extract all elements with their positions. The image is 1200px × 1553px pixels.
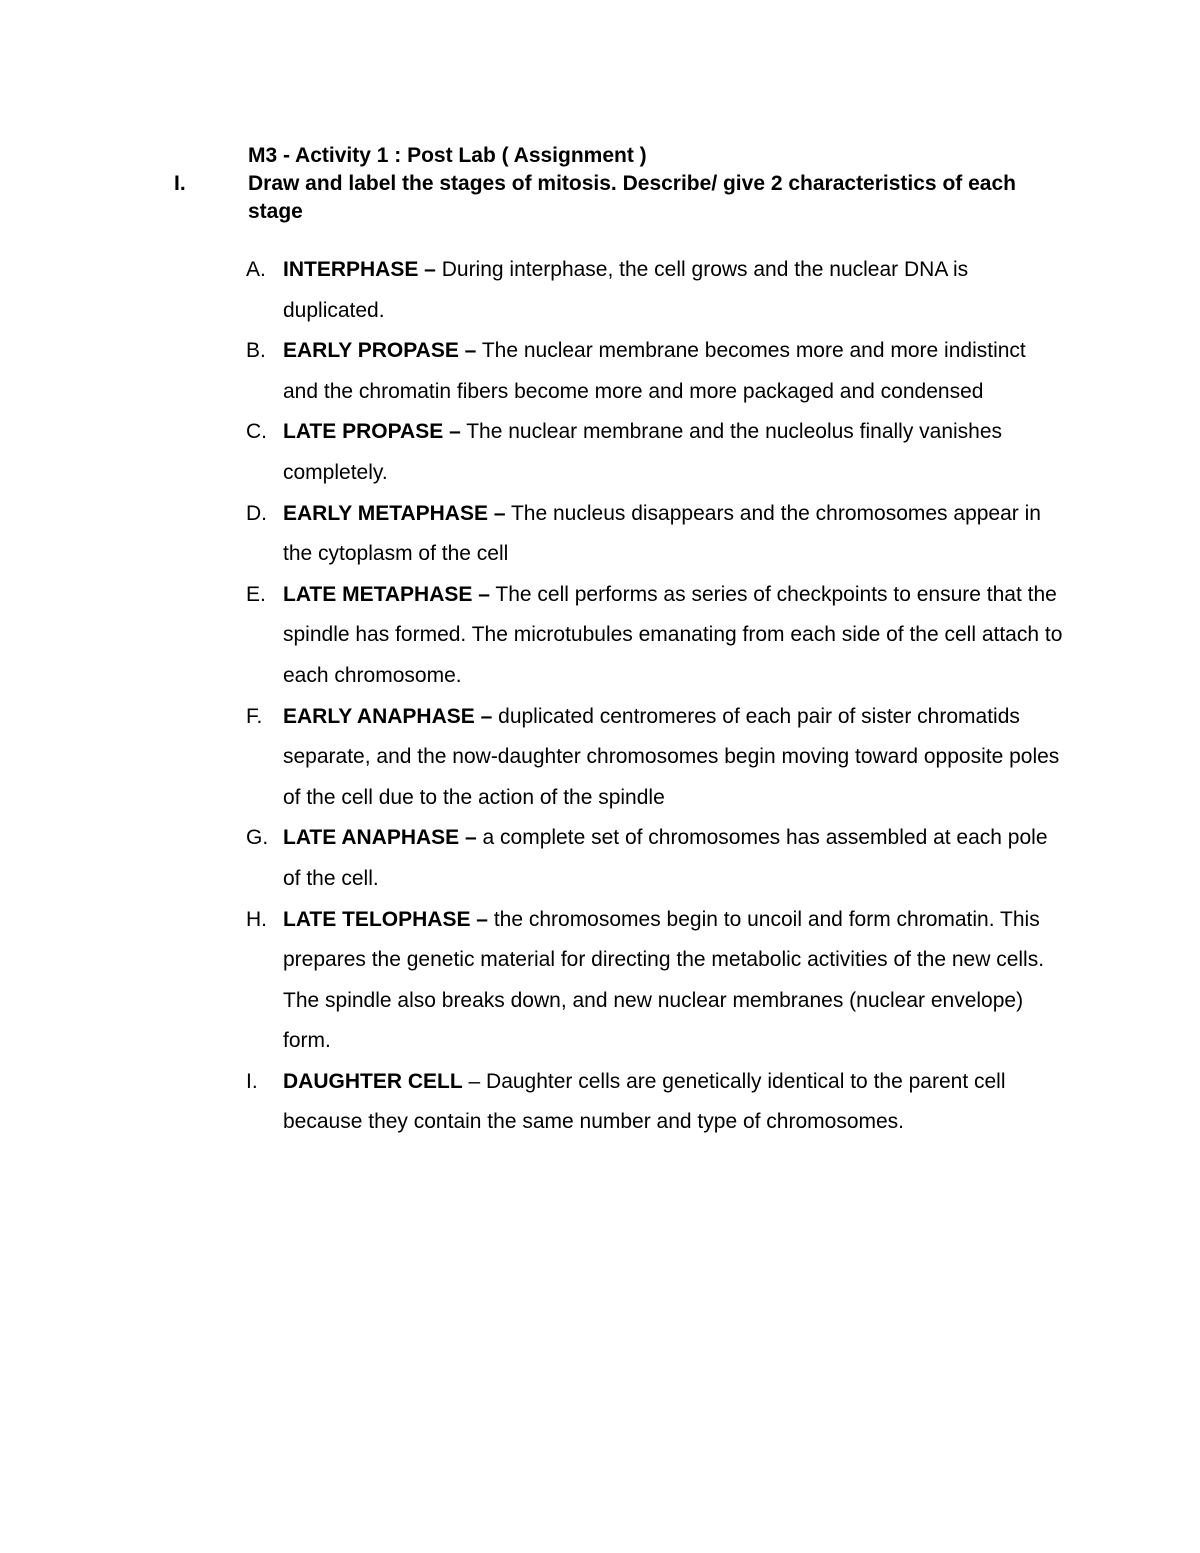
stage-description: During interphase, the cell grows and the nuclear DNA is duplicated.: [283, 258, 969, 322]
question-text: Draw and label the stages of mitosis. Describe/ give 2 characteristics of each stage: [248, 172, 1016, 223]
stage-letter: D.: [246, 501, 267, 525]
stage-list: [246, 250, 1066, 1143]
stage-name: LATE METAPHASE –: [283, 582, 490, 606]
stage-name: LATE TELOPHASE –: [283, 907, 488, 931]
stage-name: LATE PROPASE –: [283, 420, 461, 444]
stage-letter: G.: [246, 826, 269, 850]
stage-item-late-metaphase: [246, 575, 1066, 697]
stage-item-daughter-cell: [246, 1062, 1066, 1143]
stage-description: The nuclear membrane and the nucleolus finally vanishes completely.: [283, 420, 1003, 484]
stage-item-early-prophase: [246, 331, 1066, 412]
stage-letter: E.: [246, 582, 266, 606]
stage-letter: F.: [246, 704, 263, 728]
document-title: M3 - Activity 1 : Post Lab ( Assignment ): [248, 144, 647, 167]
stage-letter: C.: [246, 420, 267, 444]
stage-letter: A.: [246, 258, 266, 281]
stage-name: INTERPHASE –: [283, 258, 436, 281]
stage-description: – Daughter cells are genetically identical to the parent cell because they contain the same number and type of chromosomes.: [283, 1069, 1006, 1134]
stage-letter: H.: [246, 907, 267, 931]
stage-name: EARLY PROPASE –: [283, 339, 477, 363]
question-number: I.: [174, 172, 186, 195]
stage-item-late-telophase: [246, 900, 1066, 1062]
stage-description: duplicated centromeres of each pair of sister chromatids separate, and the now-daughter chromosomes begin moving toward opposite poles of the cell due to the action of the spindle: [283, 704, 1060, 809]
stage-description: The nucleus disappears and the chromosomes appear in the cytoplasm of the cell: [283, 501, 1041, 566]
stage-description: a complete set of chromosomes has assembled at each pole of the cell.: [283, 826, 1048, 890]
stage-description: the chromosomes begin to uncoil and form chromatin. This prepares the genetic material for directing the metabolic activities of the new cells. The spindle also breaks down, and new nuclear membranes (nuclear envelope) form.: [283, 907, 1045, 1053]
stage-letter: B.: [246, 339, 266, 363]
stage-description: The nuclear membrane becomes more and more indistinct and the chromatin fibers become more and more packaged and condensed: [283, 339, 1026, 403]
stage-item-interphase: [246, 250, 1066, 331]
stage-name: DAUGHTER CELL: [283, 1069, 463, 1093]
stage-name: EARLY METAPHASE –: [283, 501, 506, 525]
stage-name: LATE ANAPHASE –: [283, 826, 477, 850]
stage-item-early-metaphase: [246, 494, 1066, 575]
stage-name: EARLY ANAPHASE –: [283, 704, 493, 728]
stage-letter: I.: [246, 1069, 258, 1093]
question: [174, 170, 1074, 226]
stage-item-late-prophase: [246, 412, 1066, 493]
stage-description: The cell performs as series of checkpoints to ensure that the spindle has formed. The microtubules emanating from each side of the cell attach to each chromosome.: [283, 582, 1063, 687]
stage-item-late-anaphase: [246, 818, 1066, 899]
stage-item-early-anaphase: [246, 697, 1066, 819]
